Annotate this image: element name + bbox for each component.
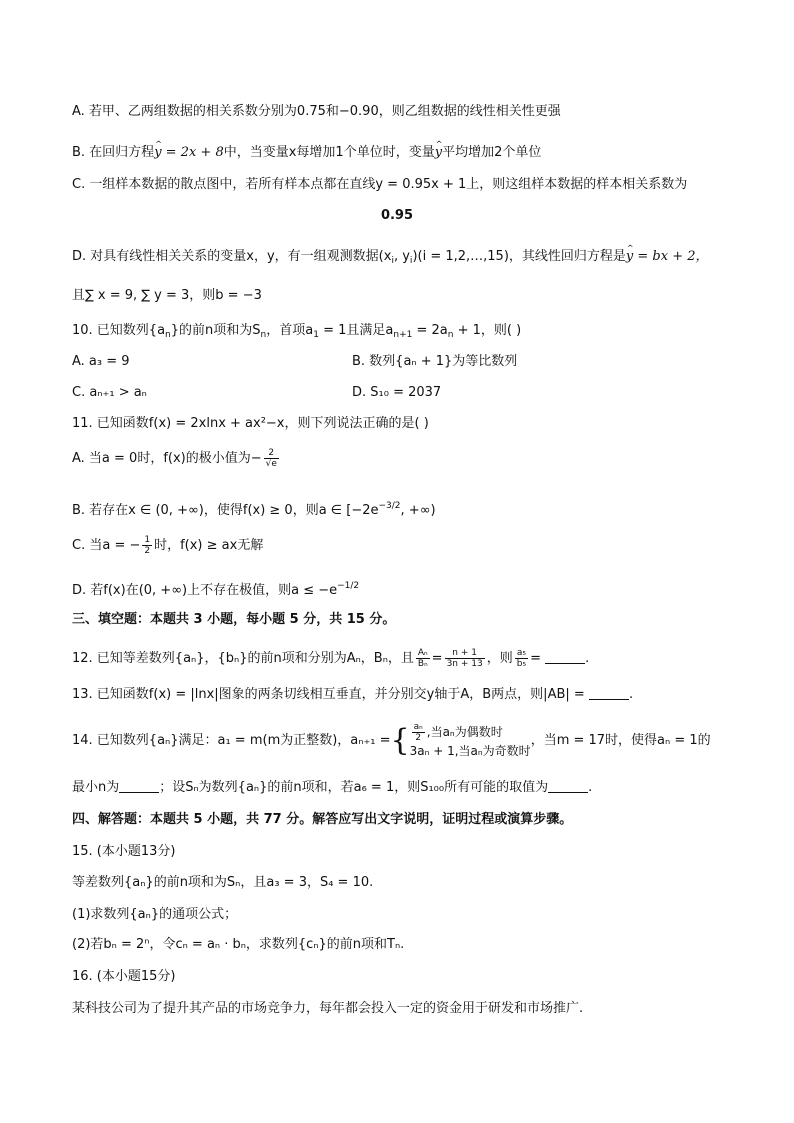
- q12-answer-blank[interactable]: [545, 651, 585, 664]
- q15-stem: 等差数列{aₙ}的前n项和为Sₙ，且a₃ = 3，S₄ = 10.: [72, 875, 374, 890]
- q14-case1-num: aₙ: [413, 722, 423, 732]
- q14-answer-blank-2[interactable]: [548, 780, 588, 793]
- q9-option-b-pre: B. 在回归方程: [72, 145, 155, 160]
- q11-option-c-post: 时，f(x) ≥ ax无解: [154, 538, 264, 553]
- q12-equals-2: =: [530, 651, 541, 666]
- section-4-heading: 四、解答题：本题共 5 小题，共 77 分。解答应写出文字说明，证明过程或演算步骤。: [72, 812, 573, 827]
- q11-option-c: [72, 535, 263, 556]
- q13: [72, 686, 633, 704]
- q9-option-d-line2: 且∑ x = 9, ∑ y = 3，则b = −3: [72, 288, 262, 303]
- q10-stem-part: }的前n项和为S: [170, 323, 261, 338]
- q11-option-d-exponent: −1/2: [337, 581, 360, 591]
- q11-option-a-denominator: √e: [265, 459, 277, 469]
- q12-frac1-den: Bₙ: [417, 659, 428, 669]
- q14-post: ，当m = 17时，使得aₙ = 1的: [530, 733, 711, 748]
- q10-stem: 10. 已知数列$\{a_n\}$的前n项和为$S_n$，首项$a_1 = 1$且满足$a_{n+1} = 2a_n + 1$，则( ): [72, 323, 522, 340]
- q16-header: 16. (本小题15分): [72, 969, 176, 984]
- q10-option-b: B. 数列{aₙ + 1}为等比数列: [352, 354, 518, 369]
- q14-line2-c: .: [588, 780, 593, 795]
- q12-frac1-num: Aₙ: [416, 648, 430, 659]
- q15-part2: (2)若bₙ = 2ⁿ，令cₙ = aₙ · bₙ，求数列{cₙ}的前n项和Tₙ.: [72, 937, 405, 952]
- q13-text: 13. 已知函数f(x) = |lnx|图象的两条切线相互垂直，并分别交y轴于A，B两点，则|AB| =: [72, 687, 585, 702]
- q9-option-d-pre: D. 对具有线性相关关系的变量x，y，有一组观测数据(x: [72, 249, 392, 264]
- q11-option-a-numerator: 2: [264, 448, 279, 459]
- q11-option-a-text: A. 当a = 0时，f(x)的极小值为−: [72, 451, 262, 466]
- q13-end: .: [628, 687, 634, 702]
- q11-stem: 11. 已知函数f(x) = 2xlnx + ax²−x，则下列说法正确的是( ): [72, 416, 429, 431]
- q11-option-d-text: D. 若f(x)在(0, +∞)上不存在极值，则a ≤ −e: [72, 583, 338, 598]
- q10-stem-part: + 1，则( ): [453, 323, 522, 338]
- q14-case1-condition: ,当aₙ为偶数时: [426, 725, 503, 739]
- q14-text: 14. 已知数列{aₙ}满足：a₁ = m(m为正整数)，aₙ₊₁ =: [72, 733, 391, 748]
- q9-option-b-mid: 中，当变量x每增加1个单位时，变量: [223, 145, 435, 160]
- q11-option-a: [72, 448, 281, 469]
- q9-option-d-equation: ^ y = bx + 2，: [626, 249, 709, 264]
- q9-option-c-value: 0.95: [380, 208, 414, 223]
- q9-option-a: A. 若甲、乙两组数据的相关系数分别为0.75和−0.90，则乙组数据的线性相关性更强: [72, 104, 561, 119]
- q14-line2: [72, 779, 592, 797]
- q11-option-c-numerator: 1: [144, 535, 151, 545]
- q10-option-d: D. S₁₀ = 2037: [352, 385, 442, 400]
- q10-option-a: A. a₃ = 9: [72, 354, 130, 369]
- q9-option-b-post: 平均增加2个单位: [442, 145, 542, 160]
- q12: [72, 648, 589, 669]
- q15-part1: (1)求数列{aₙ}的通项公式；: [72, 907, 238, 922]
- q13-answer-blank[interactable]: [589, 687, 629, 700]
- q14-case2: 3aₙ + 1,当aₙ为奇数时: [409, 744, 531, 758]
- q9-option-c: C. 一组样本数据的散点图中，若所有样本点都在直线y = 0.95x + 1上，则这组样本数据的样本相关系数为: [72, 177, 688, 192]
- q11-option-d: [72, 577, 359, 600]
- q11-option-b-text: B. 若存在x ∈ (0, +∞)，使得f(x) ≥ 0，则a ∈ [−2e: [72, 503, 379, 518]
- q14-line2-a: 最小n为: [72, 780, 120, 795]
- q9-option-b: [72, 144, 541, 162]
- q12-frac3-den: b₅: [516, 659, 527, 669]
- q11-option-c-text: C. 当a = −: [72, 538, 141, 553]
- q16-stem: 某科技公司为了提升其产品的市场竞争力，每年都会投入一定的资金用于研发和市场推广.: [72, 1001, 584, 1016]
- q10-stem-part: ，首项a: [266, 323, 314, 338]
- q9-option-d-mid: , y: [393, 249, 410, 264]
- q11-option-b-post: , +∞): [400, 503, 436, 518]
- q12-mid: ，则: [486, 651, 513, 666]
- q9-option-d-post: )(i = 1,2,…,15)，其线性回归方程是: [412, 249, 626, 264]
- q12-text: 12. 已知等差数列{aₙ}，{bₙ}的前n项和分别为Aₙ，Bₙ，且: [72, 651, 414, 666]
- q12-frac2-den: 3n + 13: [446, 659, 483, 669]
- q9-option-b-equation: ^ y = 2x + 8: [154, 145, 224, 160]
- q9-option-b-y: ^ y: [435, 145, 442, 160]
- q14-line2-b: ；设Sₙ为数列{aₙ}的前n项和，若a₆ = 1，则S₁₀₀所有可能的取值为: [159, 780, 549, 795]
- q10-option-c: C. aₙ₊₁ > aₙ: [72, 385, 147, 400]
- q11-option-c-denominator: 2: [144, 546, 151, 556]
- q14-case1-den: 2: [415, 733, 422, 743]
- q12-frac3-num: a₅: [515, 648, 528, 659]
- q10-stem-part: = 1且满足a: [318, 323, 394, 338]
- section-3-heading: 三、填空题：本题共 3 小题，每小题 5 分，共 15 分。: [72, 612, 396, 627]
- q10-stem-part: 10. 已知数列{a: [72, 323, 166, 338]
- q14-answer-blank-1[interactable]: [119, 780, 159, 793]
- q11-option-b-exponent: −3/2: [378, 501, 401, 511]
- q9-option-d: D. 对具有线性相关关系的变量x，y，有一组观测数据($x_i$, $y_i)(i$ = 1,2,…,15)，其线性回归方程是^ y = bx + 2，: [72, 248, 709, 270]
- q12-end: .: [585, 651, 590, 666]
- q15-header: 15. (本小题13分): [72, 844, 176, 859]
- q14: 14. 已知数列{aₙ}满足：a₁ = m(m为正整数)，aₙ₊₁ ={ $\frac{\text{aₙ}}{2}$ ,当aₙ为偶数时 3aₙ + 1,当aₙ为奇数时 ，当m = 17时，使得aₙ = 1的: [72, 722, 711, 758]
- q12-equals: =: [431, 651, 443, 666]
- q11-option-b: [72, 497, 436, 520]
- q10-stem-part: = 2a: [412, 323, 448, 338]
- q12-frac2-num: n + 1: [445, 648, 485, 659]
